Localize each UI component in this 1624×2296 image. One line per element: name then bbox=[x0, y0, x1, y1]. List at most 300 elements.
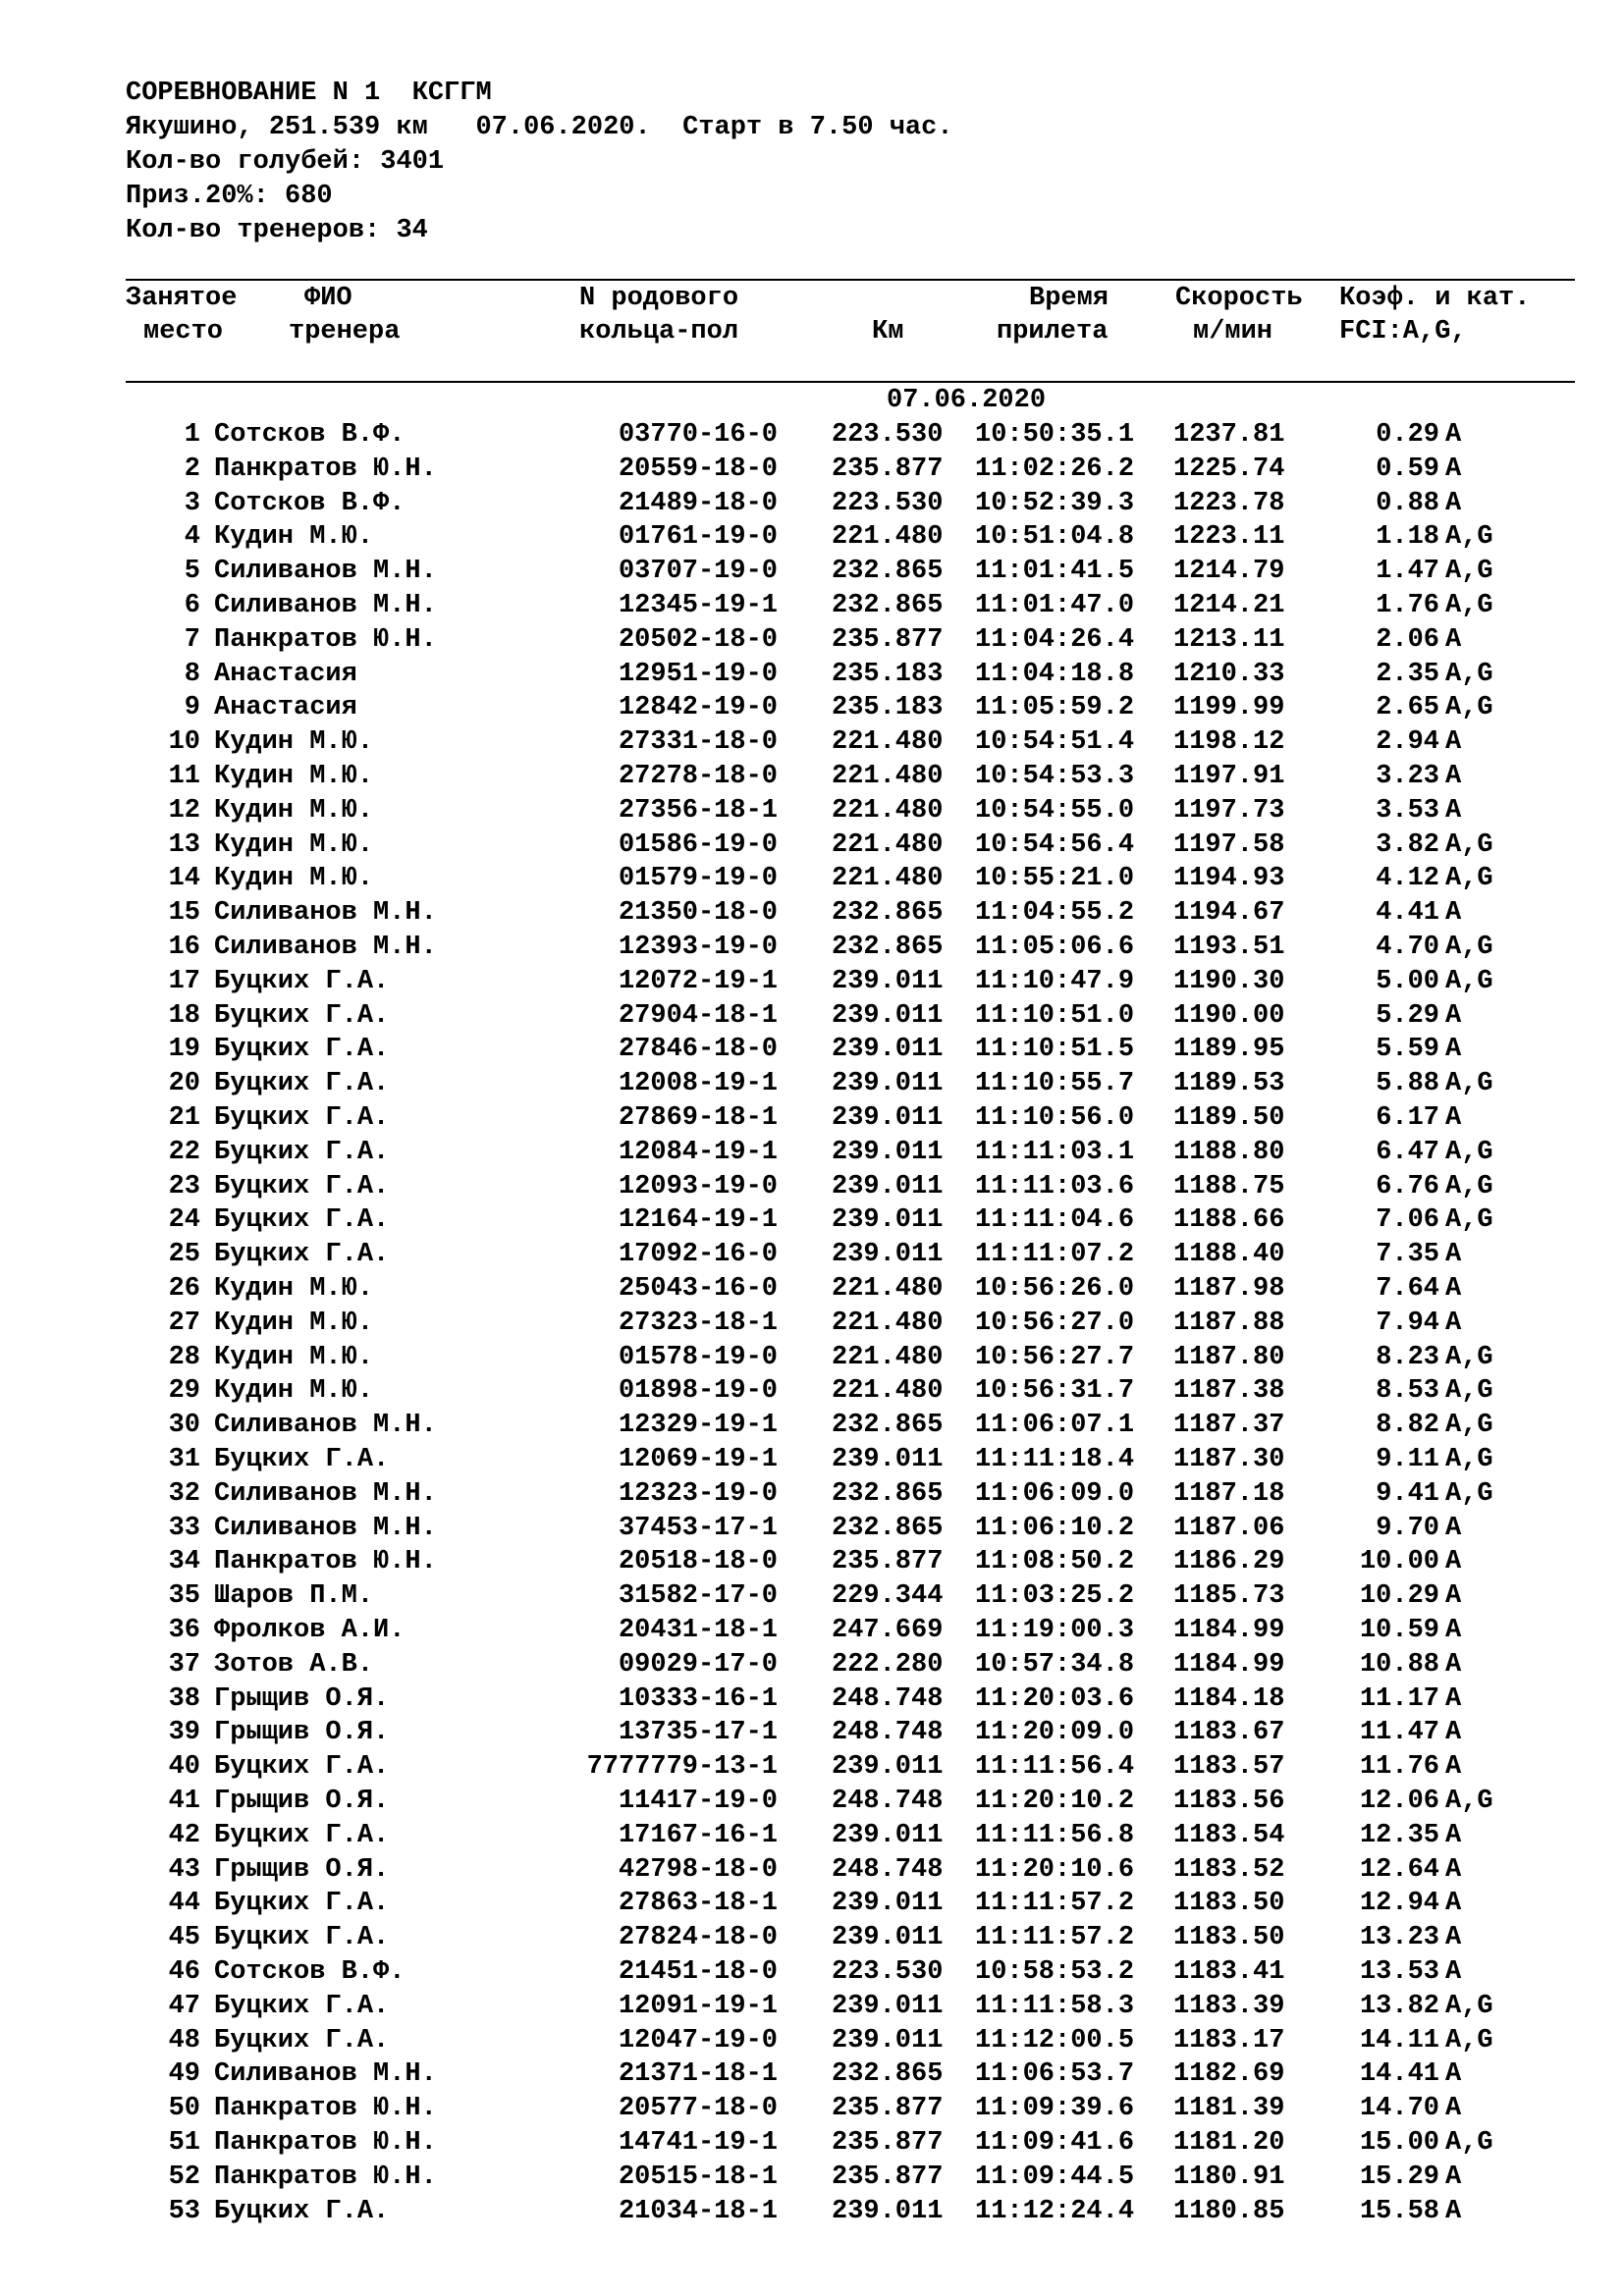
table-row bbox=[0, 2024, 1624, 2058]
ring-number: 25043-16-0 bbox=[618, 1274, 778, 1304]
speed: 1182.69 bbox=[1173, 2059, 1285, 2090]
speed: 1183.54 bbox=[1173, 1820, 1285, 1850]
distance-km: 222.280 bbox=[832, 1649, 944, 1680]
ring-number: 20518-18-0 bbox=[618, 1547, 778, 1577]
ring-number: 13735-17-1 bbox=[618, 1718, 778, 1748]
trainer-name: Кудин М.Ю. bbox=[214, 727, 374, 758]
fci-coefficient: 12.64 bbox=[1359, 1854, 1439, 1885]
distance-km: 239.011 bbox=[832, 1069, 944, 1099]
category: A bbox=[1445, 1513, 1462, 1543]
release-info: Якушино, 251.539 км 07.06.2020. Старт в 7.50 час. bbox=[126, 113, 953, 142]
arrival-time: 10:56:31.7 bbox=[975, 1376, 1135, 1407]
speed: 1183.52 bbox=[1173, 1854, 1285, 1885]
fci-coefficient: 8.82 bbox=[1376, 1411, 1439, 1441]
ring-number: 12008-19-1 bbox=[618, 1069, 778, 1099]
fci-coefficient: 8.53 bbox=[1376, 1376, 1439, 1407]
ring-number: 27356-18-1 bbox=[618, 795, 778, 826]
speed: 1183.56 bbox=[1173, 1787, 1285, 1816]
table-row bbox=[0, 896, 1624, 931]
category: A,G bbox=[1445, 1342, 1493, 1372]
table-header-rule bbox=[126, 381, 1575, 383]
place: 7 bbox=[184, 624, 200, 655]
ring-number: 21489-18-0 bbox=[618, 488, 778, 518]
distance-km: 223.530 bbox=[832, 488, 944, 518]
table-row bbox=[0, 418, 1624, 453]
distance-km: 239.011 bbox=[832, 1103, 944, 1133]
speed: 1189.53 bbox=[1173, 1069, 1285, 1099]
arrival-time: 11:09:39.6 bbox=[975, 2094, 1135, 2124]
speed: 1237.81 bbox=[1173, 420, 1285, 450]
category: A bbox=[1445, 1854, 1462, 1885]
category: A bbox=[1445, 1889, 1462, 1919]
ring-number: 27278-18-0 bbox=[618, 762, 778, 791]
arrival-time: 11:08:50.2 bbox=[975, 1547, 1135, 1577]
table-row bbox=[0, 2195, 1624, 2229]
trainer-name: Силиванов М.Н. bbox=[214, 1513, 437, 1543]
arrival-time: 11:01:41.5 bbox=[975, 557, 1135, 587]
speed: 1187.88 bbox=[1173, 1308, 1285, 1338]
speed: 1188.66 bbox=[1173, 1205, 1285, 1236]
ring-number: 03770-16-0 bbox=[618, 420, 778, 450]
fci-coefficient: 14.41 bbox=[1359, 2059, 1439, 2090]
category: A bbox=[1445, 624, 1462, 655]
arrival-time: 11:05:06.6 bbox=[975, 933, 1135, 962]
trainer-name: Панкратов Ю.Н. bbox=[214, 2094, 437, 2124]
distance-km: 248.748 bbox=[832, 1787, 944, 1816]
category: A,G bbox=[1445, 1991, 1493, 2021]
fci-coefficient: 9.70 bbox=[1376, 1513, 1439, 1543]
trainer-name: Буцких Г.А. bbox=[214, 2196, 390, 2226]
trainer-name: Буцких Г.А. bbox=[214, 2025, 390, 2056]
category: A bbox=[1445, 488, 1462, 518]
speed: 1184.99 bbox=[1173, 1649, 1285, 1680]
table-row bbox=[0, 1307, 1624, 1341]
speed: 1181.20 bbox=[1173, 2128, 1285, 2158]
col-km: Км bbox=[872, 317, 904, 347]
fci-coefficient: 2.94 bbox=[1376, 727, 1439, 758]
category: A,G bbox=[1445, 1205, 1493, 1236]
place: 22 bbox=[168, 1137, 200, 1167]
fci-coefficient: 2.65 bbox=[1376, 693, 1439, 723]
prize-info: Приз.20%: 680 bbox=[126, 182, 333, 211]
arrival-time: 11:03:25.2 bbox=[975, 1581, 1135, 1612]
fci-coefficient: 2.06 bbox=[1376, 624, 1439, 655]
fci-coefficient: 3.23 bbox=[1376, 762, 1439, 791]
trainer-name: Буцких Г.А. bbox=[214, 966, 390, 996]
fci-coefficient: 9.41 bbox=[1376, 1478, 1439, 1509]
table-top-rule bbox=[126, 279, 1575, 281]
fci-coefficient: 1.18 bbox=[1376, 522, 1439, 553]
table-row bbox=[0, 1477, 1624, 1512]
speed: 1184.99 bbox=[1173, 1616, 1285, 1645]
distance-km: 239.011 bbox=[832, 966, 944, 996]
ring-number: 7777779-13-1 bbox=[586, 1752, 778, 1783]
arrival-time: 10:56:27.7 bbox=[975, 1342, 1135, 1372]
table-row bbox=[0, 760, 1624, 794]
category: A bbox=[1445, 1718, 1462, 1748]
arrival-time: 11:20:10.6 bbox=[975, 1854, 1135, 1885]
distance-km: 221.480 bbox=[832, 522, 944, 553]
category: A bbox=[1445, 454, 1462, 484]
distance-km: 239.011 bbox=[832, 2025, 944, 2056]
trainer-name: Буцких Г.А. bbox=[214, 1820, 390, 1850]
trainer-name: Буцких Г.А. bbox=[214, 1171, 390, 1201]
arrival-time: 11:11:18.4 bbox=[975, 1445, 1135, 1474]
speed: 1183.67 bbox=[1173, 1718, 1285, 1748]
ring-number: 21451-18-0 bbox=[618, 1957, 778, 1987]
category: A bbox=[1445, 1957, 1462, 1987]
distance-km: 232.865 bbox=[832, 1478, 944, 1509]
distance-km: 239.011 bbox=[832, 1035, 944, 1065]
distance-km: 235.183 bbox=[832, 693, 944, 723]
place: 3 bbox=[184, 488, 200, 518]
speed: 1183.17 bbox=[1173, 2025, 1285, 2056]
distance-km: 235.183 bbox=[832, 659, 944, 689]
speed: 1214.21 bbox=[1173, 591, 1285, 620]
fci-coefficient: 14.70 bbox=[1359, 2094, 1439, 2124]
category: A bbox=[1445, 795, 1462, 826]
speed: 1183.50 bbox=[1173, 1889, 1285, 1919]
table-row bbox=[0, 2092, 1624, 2126]
fci-coefficient: 6.47 bbox=[1376, 1137, 1439, 1167]
distance-km: 239.011 bbox=[832, 1991, 944, 2021]
ring-number: 12345-19-1 bbox=[618, 591, 778, 620]
fci-coefficient: 5.88 bbox=[1376, 1069, 1439, 1099]
speed: 1180.85 bbox=[1173, 2196, 1285, 2226]
arrival-time: 11:20:09.0 bbox=[975, 1718, 1135, 1748]
distance-km: 232.865 bbox=[832, 557, 944, 587]
fci-coefficient: 1.47 bbox=[1376, 557, 1439, 587]
category: A bbox=[1445, 420, 1462, 450]
table-row bbox=[0, 931, 1624, 965]
distance-km: 221.480 bbox=[832, 795, 944, 826]
ring-number: 11417-19-0 bbox=[618, 1787, 778, 1816]
distance-km: 239.011 bbox=[832, 1240, 944, 1270]
speed: 1181.39 bbox=[1173, 2094, 1285, 2124]
arrival-time: 11:11:57.2 bbox=[975, 1889, 1135, 1919]
col-speed-2: м/мин bbox=[1193, 317, 1273, 347]
pigeon-count: Кол-во голубей: 3401 bbox=[126, 147, 445, 177]
fci-coefficient: 14.11 bbox=[1359, 2025, 1439, 2056]
ring-number: 20577-18-0 bbox=[618, 2094, 778, 2124]
distance-km: 223.530 bbox=[832, 420, 944, 450]
distance-km: 239.011 bbox=[832, 1000, 944, 1031]
speed: 1194.67 bbox=[1173, 898, 1285, 929]
arrival-time: 10:58:53.2 bbox=[975, 1957, 1135, 1987]
table-row bbox=[0, 1272, 1624, 1307]
table-row bbox=[0, 1682, 1624, 1717]
category: A,G bbox=[1445, 1137, 1493, 1167]
place: 49 bbox=[168, 2059, 200, 2090]
category: A bbox=[1445, 1308, 1462, 1338]
category: A,G bbox=[1445, 1411, 1493, 1441]
distance-km: 239.011 bbox=[832, 1752, 944, 1783]
table-row bbox=[0, 828, 1624, 863]
place: 30 bbox=[168, 1411, 200, 1441]
category: A,G bbox=[1445, 933, 1493, 962]
ring-number: 12072-19-1 bbox=[618, 966, 778, 996]
competition-title: СОРЕВНОВАНИЕ N 1 КСГГМ bbox=[126, 79, 492, 108]
arrival-time: 10:51:04.8 bbox=[975, 522, 1135, 553]
category: A,G bbox=[1445, 1069, 1493, 1099]
place: 13 bbox=[168, 829, 200, 860]
ring-number: 01579-19-0 bbox=[618, 864, 778, 894]
place: 10 bbox=[168, 727, 200, 758]
ring-number: 27824-18-0 bbox=[618, 1923, 778, 1953]
speed: 1188.75 bbox=[1173, 1171, 1285, 1201]
fci-coefficient: 4.41 bbox=[1376, 898, 1439, 929]
fci-coefficient: 5.29 bbox=[1376, 1000, 1439, 1031]
trainer-name: Кудин М.Ю. bbox=[214, 1274, 374, 1304]
fci-coefficient: 12.94 bbox=[1359, 1889, 1439, 1919]
arrival-time: 11:11:03.1 bbox=[975, 1137, 1135, 1167]
table-row bbox=[0, 487, 1624, 521]
speed: 1223.11 bbox=[1173, 522, 1285, 553]
arrival-time: 10:54:55.0 bbox=[975, 795, 1135, 826]
trainer-name: Грыщив О.Я. bbox=[214, 1854, 390, 1885]
distance-km: 247.669 bbox=[832, 1616, 944, 1645]
col-time-2: прилета bbox=[997, 317, 1109, 347]
trainer-name: Панкратов Ю.Н. bbox=[214, 624, 437, 655]
table-row bbox=[0, 1750, 1624, 1785]
arrival-time: 11:06:53.7 bbox=[975, 2059, 1135, 2090]
table-row bbox=[0, 999, 1624, 1034]
place: 17 bbox=[168, 966, 200, 996]
distance-km: 229.344 bbox=[832, 1581, 944, 1612]
distance-km: 248.748 bbox=[832, 1718, 944, 1748]
speed: 1223.78 bbox=[1173, 488, 1285, 518]
speed: 1190.00 bbox=[1173, 1000, 1285, 1031]
arrival-time: 10:55:21.0 bbox=[975, 864, 1135, 894]
category: A,G bbox=[1445, 659, 1493, 689]
arrival-time: 10:54:53.3 bbox=[975, 762, 1135, 791]
place: 41 bbox=[168, 1787, 200, 1816]
table-row bbox=[0, 1579, 1624, 1614]
ring-number: 21371-18-1 bbox=[618, 2059, 778, 2090]
col-speed-1: Скорость bbox=[1175, 284, 1303, 313]
speed: 1197.73 bbox=[1173, 795, 1285, 826]
table-row bbox=[0, 1887, 1624, 1921]
arrival-time: 11:11:57.2 bbox=[975, 1923, 1135, 1953]
fci-coefficient: 9.11 bbox=[1376, 1445, 1439, 1474]
category: A,G bbox=[1445, 522, 1493, 553]
speed: 1183.57 bbox=[1173, 1752, 1285, 1783]
place: 11 bbox=[168, 762, 200, 791]
speed: 1187.30 bbox=[1173, 1445, 1285, 1474]
speed: 1188.40 bbox=[1173, 1240, 1285, 1270]
place: 33 bbox=[168, 1513, 200, 1543]
distance-km: 221.480 bbox=[832, 1308, 944, 1338]
arrival-time: 10:54:51.4 bbox=[975, 727, 1135, 758]
table-row bbox=[0, 658, 1624, 692]
place: 6 bbox=[184, 591, 200, 620]
speed: 1213.11 bbox=[1173, 624, 1285, 655]
distance-km: 248.748 bbox=[832, 1854, 944, 1885]
fci-coefficient: 4.12 bbox=[1376, 864, 1439, 894]
speed: 1184.18 bbox=[1173, 1683, 1285, 1714]
distance-km: 239.011 bbox=[832, 1205, 944, 1236]
arrival-time: 11:09:41.6 bbox=[975, 2128, 1135, 2158]
trainer-name: Анастасия bbox=[214, 659, 357, 689]
category: A bbox=[1445, 898, 1462, 929]
arrival-time: 11:11:03.6 bbox=[975, 1171, 1135, 1201]
speed: 1183.50 bbox=[1173, 1923, 1285, 1953]
fci-coefficient: 12.35 bbox=[1359, 1820, 1439, 1850]
table-row bbox=[0, 862, 1624, 896]
place: 40 bbox=[168, 1752, 200, 1783]
distance-km: 239.011 bbox=[832, 1137, 944, 1167]
trainer-name: Силиванов М.Н. bbox=[214, 898, 437, 929]
table-row bbox=[0, 555, 1624, 589]
distance-km: 221.480 bbox=[832, 829, 944, 860]
category: A,G bbox=[1445, 557, 1493, 587]
ring-number: 03707-19-0 bbox=[618, 557, 778, 587]
category: A,G bbox=[1445, 1445, 1493, 1474]
table-row bbox=[0, 1819, 1624, 1853]
speed: 1187.06 bbox=[1173, 1513, 1285, 1543]
trainer-name: Панкратов Ю.Н. bbox=[214, 454, 437, 484]
place: 38 bbox=[168, 1683, 200, 1714]
speed: 1189.95 bbox=[1173, 1035, 1285, 1065]
ring-number: 17167-16-1 bbox=[618, 1820, 778, 1850]
fci-coefficient: 11.76 bbox=[1359, 1752, 1439, 1783]
table-row bbox=[0, 1955, 1624, 1990]
speed: 1194.93 bbox=[1173, 864, 1285, 894]
col-name-2: тренера bbox=[289, 317, 401, 347]
category: A bbox=[1445, 2162, 1462, 2192]
distance-km: 235.877 bbox=[832, 1547, 944, 1577]
fci-coefficient: 6.76 bbox=[1376, 1171, 1439, 1201]
arrival-time: 11:20:10.2 bbox=[975, 1787, 1135, 1816]
trainer-name: Силиванов М.Н. bbox=[214, 591, 437, 620]
fci-coefficient: 5.59 bbox=[1376, 1035, 1439, 1065]
trainer-name: Буцких Г.А. bbox=[214, 1991, 390, 2021]
category: A bbox=[1445, 1035, 1462, 1065]
col-coef-2: FCI:A,G, bbox=[1339, 317, 1467, 347]
distance-km: 235.877 bbox=[832, 624, 944, 655]
speed: 1214.79 bbox=[1173, 557, 1285, 587]
distance-km: 239.011 bbox=[832, 1923, 944, 1953]
place: 42 bbox=[168, 1820, 200, 1850]
fci-coefficient: 10.00 bbox=[1359, 1547, 1439, 1577]
ring-number: 21350-18-0 bbox=[618, 898, 778, 929]
category: A bbox=[1445, 1649, 1462, 1680]
trainer-name: Кудин М.Ю. bbox=[214, 762, 374, 791]
table-row bbox=[0, 1101, 1624, 1136]
category: A,G bbox=[1445, 966, 1493, 996]
category: A bbox=[1445, 2059, 1462, 2090]
place: 36 bbox=[168, 1616, 200, 1645]
place: 26 bbox=[168, 1274, 200, 1304]
trainer-name: Фролков А.И. bbox=[214, 1616, 406, 1645]
arrival-time: 10:56:26.0 bbox=[975, 1274, 1135, 1304]
table-row bbox=[0, 1238, 1624, 1272]
trainer-name: Зотов А.В. bbox=[214, 1649, 374, 1680]
arrival-time: 11:11:56.8 bbox=[975, 1820, 1135, 1850]
fci-coefficient: 12.06 bbox=[1359, 1787, 1439, 1816]
place: 31 bbox=[168, 1445, 200, 1474]
arrival-time: 11:11:04.6 bbox=[975, 1205, 1135, 1236]
ring-number: 21034-18-1 bbox=[618, 2196, 778, 2226]
ring-number: 17092-16-0 bbox=[618, 1240, 778, 1270]
speed: 1197.58 bbox=[1173, 829, 1285, 860]
place: 4 bbox=[184, 522, 200, 553]
trainer-name: Буцких Г.А. bbox=[214, 1137, 390, 1167]
place: 5 bbox=[184, 557, 200, 587]
speed: 1185.73 bbox=[1173, 1581, 1285, 1612]
distance-km: 223.530 bbox=[832, 1957, 944, 1987]
category: A,G bbox=[1445, 1171, 1493, 1201]
category: A bbox=[1445, 1683, 1462, 1714]
table-row bbox=[0, 1341, 1624, 1375]
col-name-1: ФИО bbox=[304, 284, 352, 313]
place: 48 bbox=[168, 2025, 200, 2056]
fci-coefficient: 10.29 bbox=[1359, 1581, 1439, 1612]
table-row bbox=[0, 1136, 1624, 1170]
place: 47 bbox=[168, 1991, 200, 2021]
category: A,G bbox=[1445, 864, 1493, 894]
place: 53 bbox=[168, 2196, 200, 2226]
trainer-name: Буцких Г.А. bbox=[214, 1889, 390, 1919]
speed: 1183.41 bbox=[1173, 1957, 1285, 1987]
trainer-name: Грыщив О.Я. bbox=[214, 1683, 390, 1714]
arrival-time: 11:01:47.0 bbox=[975, 591, 1135, 620]
arrival-time: 11:11:07.2 bbox=[975, 1240, 1135, 1270]
category: A,G bbox=[1445, 1787, 1493, 1816]
distance-km: 239.011 bbox=[832, 2196, 944, 2226]
place: 51 bbox=[168, 2128, 200, 2158]
table-row bbox=[0, 1409, 1624, 1443]
speed: 1187.37 bbox=[1173, 1411, 1285, 1441]
col-place-2: место bbox=[143, 317, 224, 347]
trainer-name: Кудин М.Ю. bbox=[214, 522, 374, 553]
fci-coefficient: 7.06 bbox=[1376, 1205, 1439, 1236]
trainer-name: Силиванов М.Н. bbox=[214, 933, 437, 962]
speed: 1180.91 bbox=[1173, 2162, 1285, 2192]
fci-coefficient: 11.17 bbox=[1359, 1683, 1439, 1714]
place: 20 bbox=[168, 1069, 200, 1099]
trainer-name: Буцких Г.А. bbox=[214, 1752, 390, 1783]
arrival-time: 11:09:44.5 bbox=[975, 2162, 1135, 2192]
ring-number: 27869-18-1 bbox=[618, 1103, 778, 1133]
speed: 1187.80 bbox=[1173, 1342, 1285, 1372]
fci-coefficient: 4.70 bbox=[1376, 933, 1439, 962]
trainer-name: Панкратов Ю.Н. bbox=[214, 2128, 437, 2158]
date-label: 07.06.2020 bbox=[887, 386, 1047, 415]
speed: 1186.29 bbox=[1173, 1547, 1285, 1577]
col-time-1: Время bbox=[1029, 284, 1110, 313]
ring-number: 27904-18-1 bbox=[618, 1000, 778, 1031]
table-row bbox=[0, 2057, 1624, 2092]
table-row bbox=[0, 1203, 1624, 1238]
distance-km: 221.480 bbox=[832, 864, 944, 894]
category: A bbox=[1445, 1274, 1462, 1304]
ring-number: 27863-18-1 bbox=[618, 1889, 778, 1919]
table-row bbox=[0, 453, 1624, 487]
category: A bbox=[1445, 1240, 1462, 1270]
table-row bbox=[0, 691, 1624, 725]
trainer-name: Грыщив О.Я. bbox=[214, 1718, 390, 1748]
fci-coefficient: 0.88 bbox=[1376, 488, 1439, 518]
table-row bbox=[0, 1785, 1624, 1819]
place: 15 bbox=[168, 898, 200, 929]
speed: 1187.98 bbox=[1173, 1274, 1285, 1304]
speed: 1188.80 bbox=[1173, 1137, 1285, 1167]
speed: 1183.39 bbox=[1173, 1991, 1285, 2021]
place: 52 bbox=[168, 2162, 200, 2192]
fci-coefficient: 13.82 bbox=[1359, 1991, 1439, 2021]
place: 46 bbox=[168, 1957, 200, 1987]
